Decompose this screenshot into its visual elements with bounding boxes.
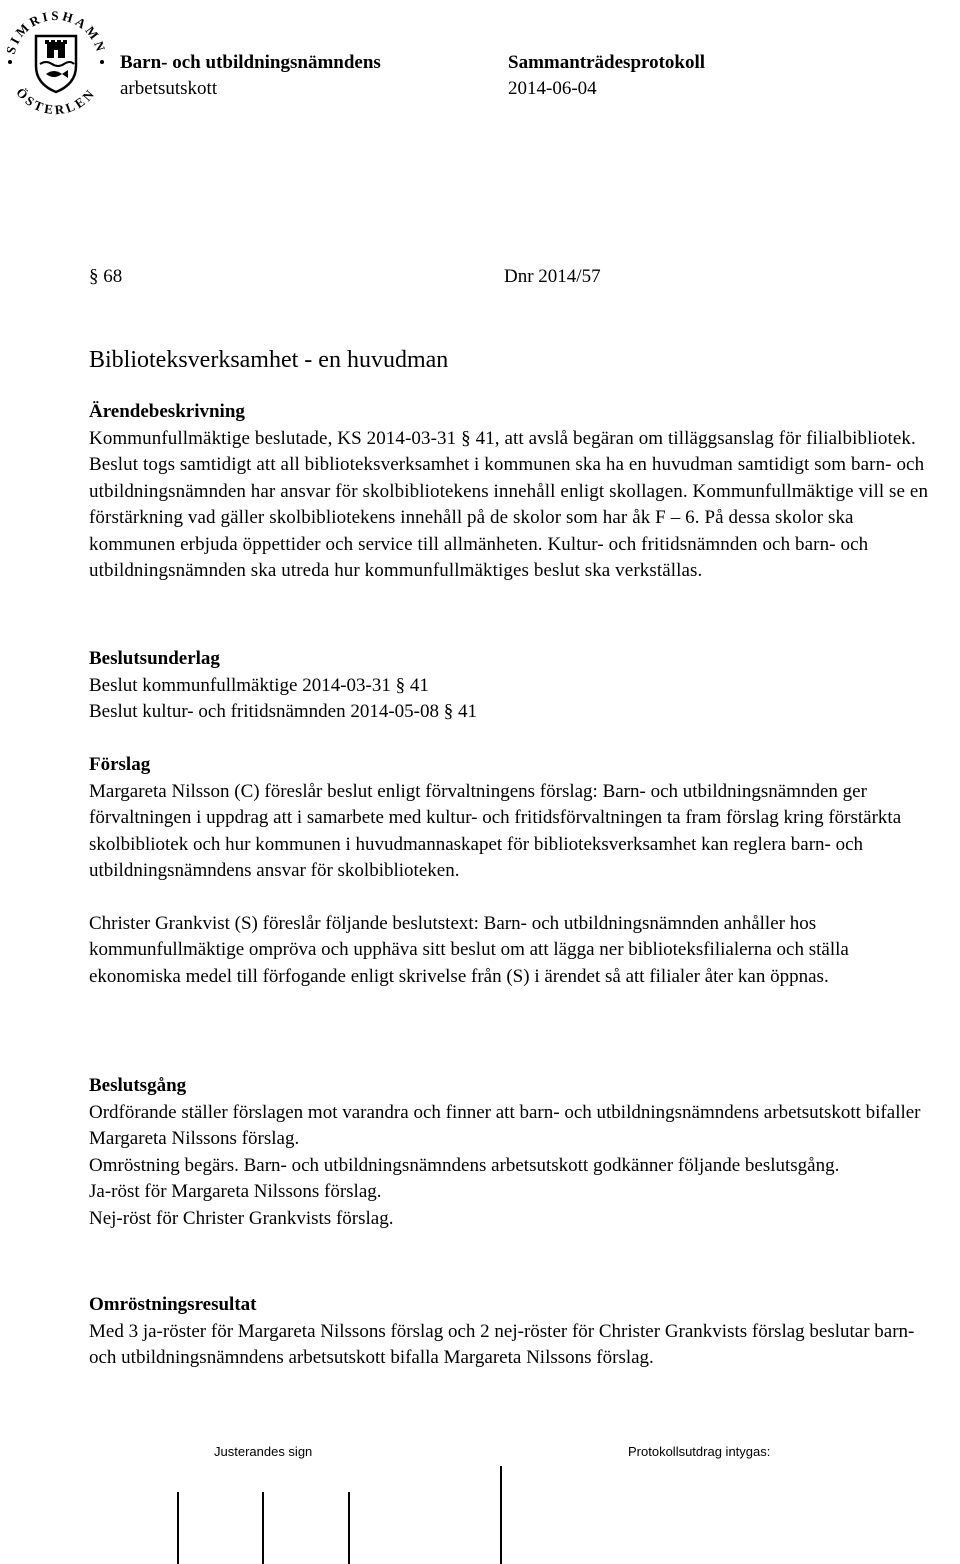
- section-symbol: §: [89, 266, 99, 287]
- signature-divider: [262, 1492, 264, 1564]
- arendebeskrivning-heading: Ärendebeskrivning: [89, 401, 245, 422]
- signature-divider: [348, 1492, 350, 1564]
- omrostningsresultat-heading: Omröstningsresultat: [89, 1294, 257, 1315]
- arendebeskrivning-text: [89, 426, 939, 585]
- beslutsgang-heading: Beslutsgång: [89, 1075, 187, 1096]
- section-omrostningsresultat: [89, 1292, 939, 1372]
- arendebeskrivning-text-rest: för filialbibliotek. Beslut togs samtidigt att all biblioteksverksamhet i kommunen ska ha en huvudman samtidigt som barn- och utbildningsnämnden har ansvar för skolbibliotekens innehåll enligt skollagen. Kommunfullmäktige vill se en förstärkning vad gäller skolbibliotekens innehåll på de skolor som har åk F – 6. På dessa skolor ska kommunen erbjuda öppettider och service till allmänheten. Kultur- och fritidsnämnden och barn- och utbildningsnämnden ska utreda hur kommunfullmäktiges beslut ska verkställas.: [89, 427, 929, 581]
- org-name: Barn- och utbildningsnämndens: [120, 52, 381, 73]
- beslutsgang-paragraph-2: Omröstning begärs. Barn- och utbildningsnämndens arbetsutskott godkänner följande beslutsgång.: [89, 1154, 840, 1176]
- document-date: 2014-06-04: [508, 78, 597, 99]
- arendebeskrivning-line1-post: 41, att avslå begäran om tilläggsanslag: [475, 427, 774, 449]
- justerandes-sign-label: Justerandes sign: [214, 1444, 313, 1459]
- beslutsgang-paragraph-1: Ordförande ställer förslagen mot varandra och finner att barn- och utbildningsnämndens arbetsutskott bifaller Margareta Nilssons förslag.: [89, 1101, 921, 1149]
- svg-text:SIMRISHAMN: SIMRISHAMN: [2, 7, 110, 56]
- case-number-line: [89, 264, 122, 291]
- forslag-paragraph-1: Margareta Nilsson (C) föreslår beslut enligt förvaltningens förslag: Barn- och utbildningsnämnden ger förvaltningen i uppdrag att i samarbete med kultur- och fritidsförvaltningen ta fram förslag kring förstärkta skolbibliotek och hur kommunen i huvudmannaskapet för biblioteksverksamhet kan reglera barn- och utbildningsnämndens ansvar för skolbiblioteken.: [89, 780, 902, 881]
- municipality-seal-graphic: [0, 0, 112, 118]
- case-number: 68: [103, 266, 123, 287]
- municipality-seal: [0, 0, 112, 118]
- org-subunit: arbetsutskott: [120, 78, 218, 99]
- omrostningsresultat-paragraph: Med 3 ja-röster för Margareta Nilssons förslag och 2 nej-röster för Christer Grankvists förslag beslutar barn- och utbildningsnämndens arbetsutskott bifalla Margareta Nilssons förslag.: [89, 1320, 915, 1368]
- section-arendebeskrivning: [89, 399, 939, 585]
- protokollsutdrag-label: Protokollsutdrag intygas:: [628, 1444, 771, 1459]
- beslutsunderlag-item: [89, 673, 939, 700]
- beslutsunderlag-item: [89, 699, 939, 726]
- beslutsgang-paragraph-4: Nej-röst för Christer Grankvists förslag.: [89, 1207, 394, 1229]
- arendebeskrivning-line1-sym: §: [461, 427, 471, 449]
- case-title: Biblioteksverksamhet - en huvudman: [89, 347, 449, 373]
- arendebeskrivning-line1-pre: Kommunfullmäktige beslutade, KS 2014-03-31: [89, 427, 457, 449]
- dnr: Dnr 2014/57: [504, 266, 601, 287]
- forslag-paragraph-2: Christer Grankvist (S) föreslår följande beslutstext: Barn- och utbildningsnämnden anhåller hos kommunfullmäktige ompröva och upphäva sitt beslut om att lägga ner biblioteksfilialerna och ställa ekonomiska medel till förfogande enligt skrivelse från (S) i ärendet så att filialer åter kan öppnas.: [89, 912, 849, 987]
- beslutsunderlag-item-number: 41: [458, 701, 478, 722]
- forslag-heading: Förslag: [89, 754, 151, 775]
- beslutsunderlag-item-text: Beslut kultur- och fritidsnämnden 2014-05-08: [89, 701, 440, 722]
- beslutsunderlag-item-text: Beslut kommunfullmäktige 2014-03-31: [89, 674, 391, 696]
- beslutsgang-paragraph-3: Ja-röst för Margareta Nilssons förslag.: [89, 1181, 382, 1202]
- section-forslag: [89, 752, 939, 990]
- signature-divider: [177, 1492, 179, 1564]
- svg-text:ÖSTERLEN: ÖSTERLEN: [13, 84, 99, 118]
- document-type: Sammanträdesprotokoll: [508, 52, 706, 73]
- beslutsunderlag-heading: Beslutsunderlag: [89, 648, 220, 669]
- beslutsunderlag-item-number: 41: [409, 674, 429, 696]
- section-beslutsgang: [89, 1073, 939, 1232]
- signature-divider: [500, 1466, 502, 1564]
- section-symbol: §: [395, 674, 406, 696]
- section-beslutsunderlag: [89, 646, 939, 726]
- section-symbol: §: [443, 701, 454, 722]
